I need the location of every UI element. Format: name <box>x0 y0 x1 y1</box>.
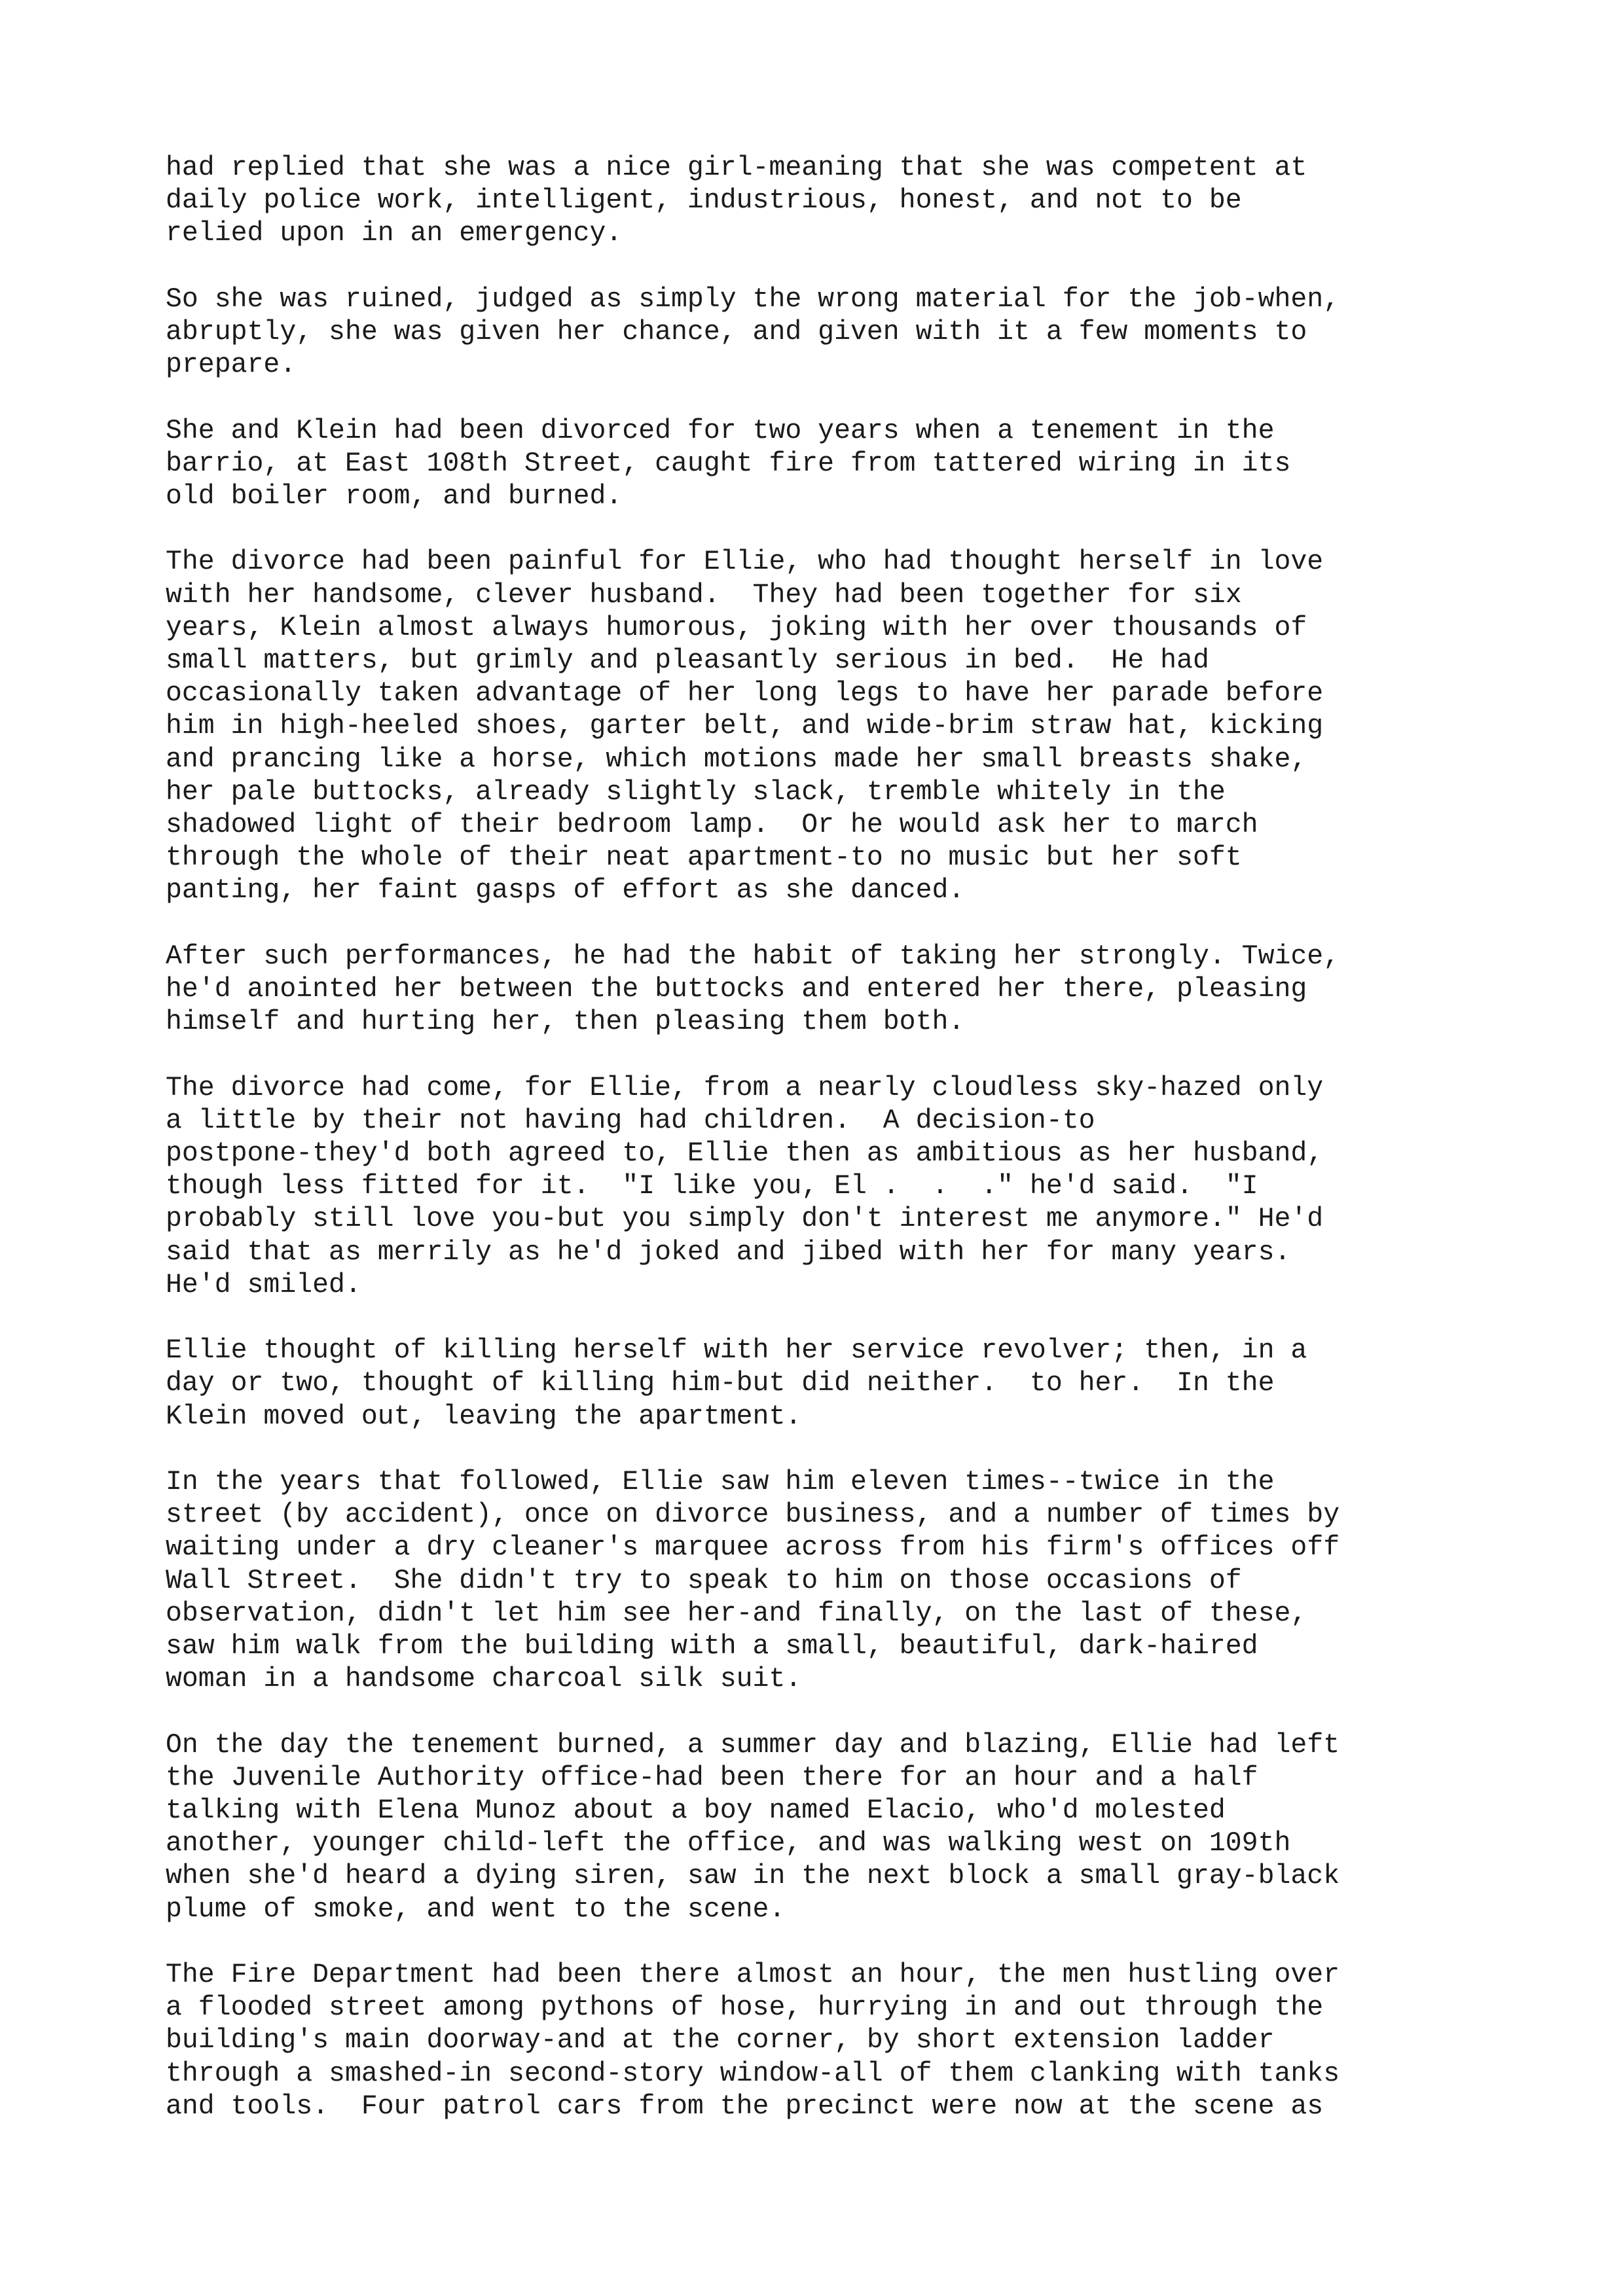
paragraph: She and Klein had been divorced for two years when a tenement in the barrio, at East 108th Street, caught fire from tattered wiring in its old boiler room, and burned. <box>166 415 1291 512</box>
paragraph: In the years that followed, Ellie saw him eleven times--twice in the street (by accident), once on divorce business, and a number of times by waiting under a dry cleaner's marquee across from his firm's offices off Wall Street. She didn't try to speak to him on those occasions of observation, didn't let him see her-and finally, on the last of these, saw him walk from the building with a small, beautiful, dark-haired woman in a handsome charcoal silk suit. <box>166 1467 1340 1695</box>
paragraph: The Fire Department had been there almost an hour, the men hustling over a flooded street among pythons of hose, hurrying in and out through the building's main doorway-and at the corner, by short extension ladder through a smashed-in second-story window-all of them clanking with tanks and tools. Four patrol cars from the precinct were now at the scene as <box>166 1960 1340 2122</box>
paragraph: The divorce had been painful for Ellie, who had thought herself in love with her handsome, clever husband. They had been together for six years, Klein almost always humorous, joking with her over thousands of small matters, but grimly and pleasantly serious in bed. He had occasionally taken advantage of her long legs to have her parade before him in high-heeled shoes, garter belt, and wide-brim straw hat, kicking and prancing like a horse, which motions made her small breasts shake, her pale buttocks, already slightly slack, tremble whitely in the shadowed light of their bedroom lamp. Or he would ask her to march through the whole of their neat apartment-to no music but her soft panting, her faint gasps of effort as she danced. <box>166 547 1324 906</box>
paragraph: So she was ruined, judged as simply the wrong material for the job-when, abruptly, she was given her chance, and given with it a few moments to prepare. <box>166 283 1340 381</box>
paragraph: The divorce had come, for Ellie, from a nearly cloudless sky-hazed only a little by their not having had children. A decision-to postpone-they'd both agreed to, Ellie then as ambitious as her husband, though less fitted for it. "I like you, El . . ." he'd said. "I probably still love you-but you simply don't interest me anymore." He'd said that as merrily as he'd joked and jibed with her for many years. He'd smiled. <box>166 1072 1324 1300</box>
body-text <box>166 152 1541 2123</box>
paragraph: After such performances, he had the habit of taking her strongly. Twice, he'd anointed her between the buttocks and entered her there, pleasing himself and hurting her, then pleasing them both. <box>166 941 1340 1038</box>
paragraph: Ellie thought of killing herself with her service revolver; then, in a day or two, thought of killing him-but did neither. to her. In the Klein moved out, leaving the apartment. <box>166 1335 1307 1432</box>
paragraph: On the day the tenement burned, a summer day and blazing, Ellie had left the Juvenile Authority office-had been there for an hour and a half talking with Elena Munoz about a boy named Elacio, who'd molested another, younger child-left the office, and was walking west on 109th when she'd heard a dying siren, saw in the next block a small gray-black plume of smoke, and went to the scene. <box>166 1729 1340 1925</box>
paragraph: had replied that she was a nice girl-meaning that she was competent at daily police work, intelligent, industrious, honest, and not to be relied upon in an emergency. <box>166 152 1307 249</box>
